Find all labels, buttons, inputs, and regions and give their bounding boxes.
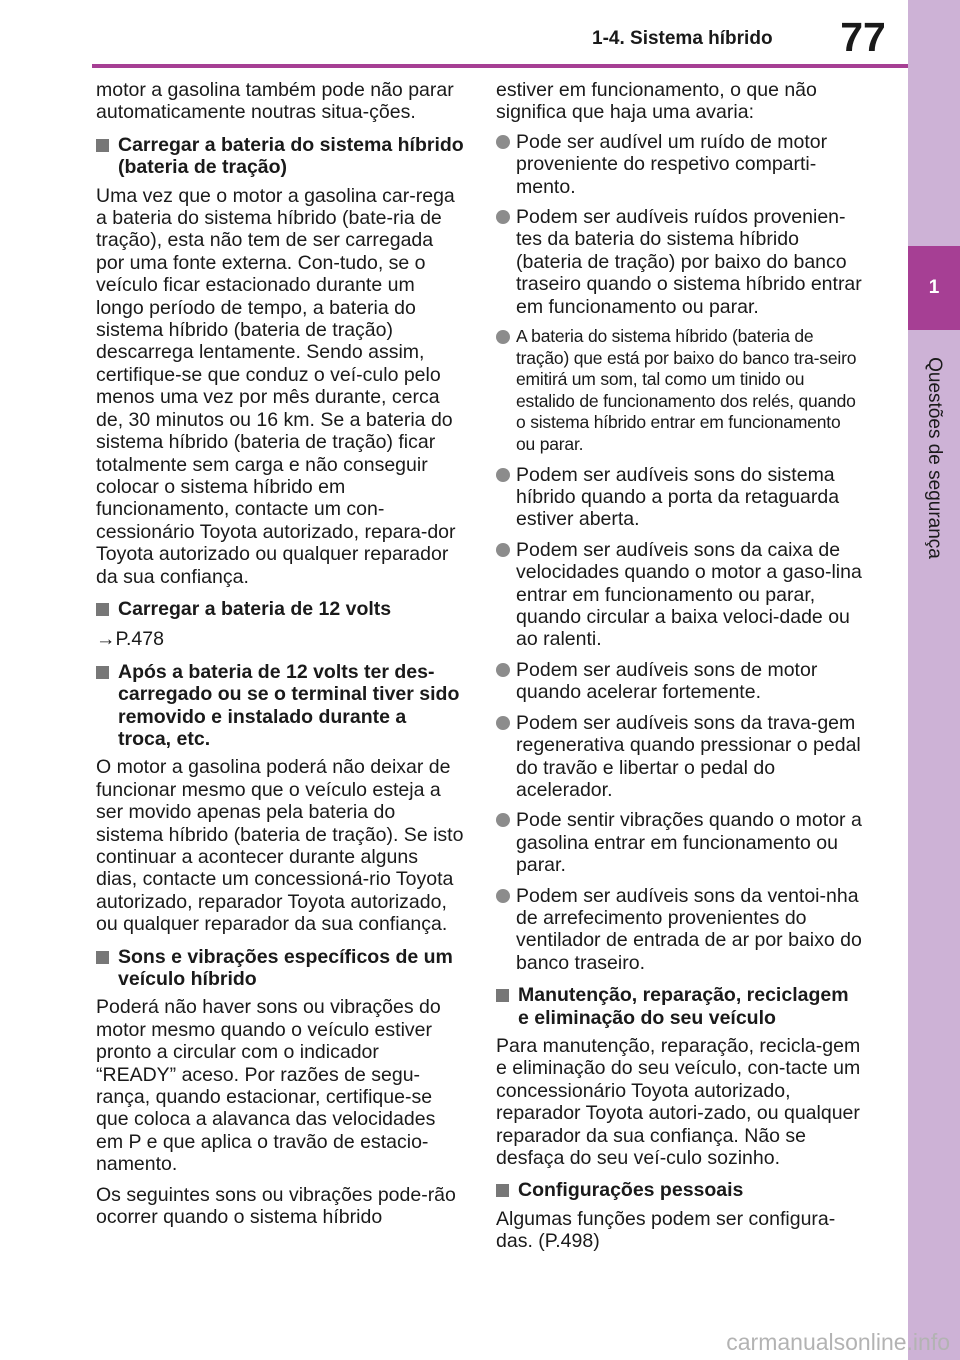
bullet-item [496,539,864,651]
paragraph: Poderá não haver sons ou vibrações do motor mesmo quando o veículo estiver pronto a circular com o indicador “READY” aceso. Por razões de segu-rança, quando estacionar, certifique-se que coloca a alavanca das velocidades em P e que aplica o travão de estacio-namento. [96,996,441,1176]
circle-bullet-icon [496,135,510,149]
bullet-text: Podem ser audíveis sons do sistema híbrido quando a porta da retaguarda estiver aberta. [516,463,840,531]
paragraph: Algumas funções podem ser configura-das. (P.498) [496,1207,836,1253]
bullet-item [496,464,864,531]
square-bullet-icon [96,603,109,616]
header-rule [92,64,908,68]
circle-bullet-icon [496,543,510,557]
square-bullet-icon [96,666,109,679]
chapter-title: Questões de segurança [924,357,945,559]
bullet-item [496,659,864,704]
square-bullet-icon [496,989,509,1002]
bullet-text: Pode sentir vibrações quando o motor a gasolina entrar em funcionamento ou parar. [516,809,862,877]
sidebar-band [908,0,960,1360]
circle-bullet-icon [496,330,510,344]
chapter-tab [908,246,960,330]
square-bullet-icon [96,951,109,964]
bullet-text: Podem ser audíveis ruídos provenien-tes da bateria do sistema híbrido (bateria de tração) por baixo do banco traseiro quando o sistema híbrido entrar em funcionamento ou parar. [516,206,862,318]
circle-bullet-icon [496,889,510,903]
page-number: 77 [840,14,886,60]
bullet-text: A bateria do sistema híbrido (bateria de tração) que está por baixo do banco tra-seiro emitirá um som, tal como um tinido ou estalido de funcionamento dos relés, quando o sistema híbrido entrar em funcionamento ou parar. [516,326,857,455]
bullet-item [496,206,864,318]
heading-text: Carregar a bateria do sistema híbrido (bateria de tração) [118,133,464,179]
section-title: 1-4. Sistema híbrido [592,28,773,49]
bullet-text: Podem ser audíveis sons da caixa de velocidades quando o motor a gaso-lina entrar em funcionamento ou parar, quando circular a baixa veloci-dade ou ao ralenti. [516,538,862,651]
section-heading [96,134,464,179]
page-reference-link[interactable]: →P.478 [96,628,164,651]
circle-bullet-icon [496,663,510,677]
heading-text: Sons e vibrações específicos de um veículo híbrido [118,945,453,991]
square-bullet-icon [96,139,109,152]
bullet-item [496,809,864,876]
circle-bullet-icon [496,716,510,730]
circle-bullet-icon [496,468,510,482]
square-bullet-icon [496,1184,509,1197]
section-heading [96,598,464,620]
circle-bullet-icon [496,813,510,827]
section-heading [496,984,864,1029]
paragraph: Para manutenção, reparação, recicla-gem e eliminação do seu veículo, con-tacte um concessionário Toyota autorizado, reparador Toyota autori-zado, ou qualquer reparador da sua confiança. Não se desfaça do seu veí-culo sozinho. [496,1034,861,1169]
paragraph: Os seguintes sons ou vibrações pode-rão ocorrer quando o sistema híbrido [96,1183,456,1229]
right-column [496,79,864,1253]
bullet-text: Podem ser audíveis sons de motor quando acelerar fortemente. [516,658,818,704]
bullet-text: Pode ser audível um ruído de motor proveniente do respetivo comparti-mento. [516,130,828,198]
paragraph: Uma vez que o motor a gasolina car-rega a bateria do sistema híbrido (bate-ria de tração), esta não tem de ser carregada por uma fonte externa. Con-tudo, se o veículo ficar estacionado durante um longo período de tempo, a bateria do sistema híbrido (bateria de tração) descarrega lentamente. Sendo assim, certifique-se que conduz o veí-culo pelo menos uma vez por mês durante, cerca de, 30 minutos ou 16 km. Se a bateria do sistema híbrido (bateria de tração) ficar totalmente sem carga e não conseguir colocar o sistema híbrido em funcionamento, contacte um con-cessionário Toyota autorizado, repara-dor Toyota autorizado ou qualquer reparador da sua confiança. [96,184,456,588]
paragraph: O motor a gasolina poderá não deixar de funcionar mesmo que o veículo esteja a ser movido apenas pela bateria do sistema híbrido (bateria de tração). Se isto continuar a acontecer durante alguns dias, contacte um concessioná-rio Toyota autorizado, reparador Toyota autorizado, ou qualquer reparador da sua confiança. [96,756,464,936]
bullet-text: Podem ser audíveis sons da trava-gem regenerativa quando pressionar o pedal do travão e libertar o pedal do acelerador. [516,711,861,801]
paragraph: motor a gasolina também pode não parar automaticamente noutras situa-ções. [96,79,454,124]
section-heading [96,946,464,991]
chapter-number: 1 [928,277,940,298]
bullet-item [496,131,864,198]
bullet-item [496,326,864,456]
heading-text: Configurações pessoais [518,1179,744,1202]
bullet-item [496,712,864,802]
heading-text: Manutenção, reparação, reciclagem e eliminação do seu veículo [518,984,849,1029]
paragraph: estiver em funcionamento, o que não significa que haja uma avaria: [496,79,817,124]
section-heading [496,1179,864,1201]
heading-text: Após a bateria de 12 volts ter des-carregado ou se o terminal tiver sido removido e instalado durante a troca, etc. [118,660,460,750]
bullet-item [496,885,864,975]
heading-text: Carregar a bateria de 12 volts [118,597,392,620]
watermark: carmanualsonline.info [726,1329,950,1355]
left-column [96,79,464,1229]
section-heading [96,661,464,751]
bullet-text: Podem ser audíveis sons da ventoi-nha de arrefecimento provenientes do ventilador de entrada de ar por baixo do banco traseiro. [516,884,862,974]
circle-bullet-icon [496,210,510,224]
